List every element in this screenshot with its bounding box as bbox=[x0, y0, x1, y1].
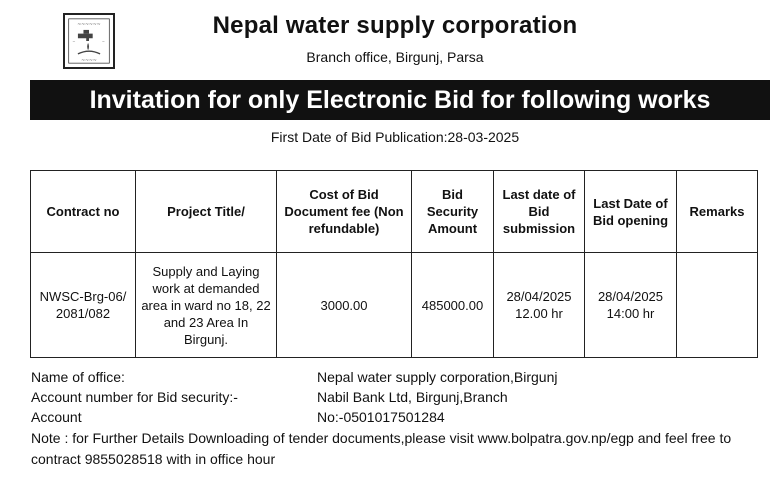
svg-text:~: ~ bbox=[72, 39, 76, 44]
account-label: Account number for Bid security:- bbox=[31, 389, 238, 405]
cell-contract-no: NWSC-Brg-06/ 2081/082 bbox=[31, 253, 136, 358]
invitation-banner: Invitation for only Electronic Bid for following works bbox=[30, 80, 770, 120]
header-project-title: Project Title/ bbox=[136, 171, 277, 253]
cell-remarks bbox=[677, 253, 758, 358]
header-security: Bid Security Amount bbox=[412, 171, 494, 253]
note-text: Note : for Further Details Downloading of tender documents,please visit www.bolpatra.gov.np/egp and feel free to contract 9855028518 with in office hour bbox=[31, 430, 732, 467]
cell-opening: 28/04/2025 14:00 hr bbox=[585, 253, 677, 358]
cell-cost: 3000.00 bbox=[277, 253, 412, 358]
header-opening: Last Date of Bid opening bbox=[585, 171, 677, 253]
office-info bbox=[31, 367, 771, 470]
account-row bbox=[31, 387, 771, 407]
office-label: Name of office: bbox=[31, 369, 125, 385]
bid-table bbox=[30, 170, 758, 358]
office-row bbox=[31, 367, 771, 387]
svg-text:~~~~~~: ~~~~~~ bbox=[77, 22, 101, 28]
header-cost: Cost of Bid Document fee (Non refundable) bbox=[277, 171, 412, 253]
account-number-row bbox=[31, 407, 771, 427]
office-value: Nepal water supply corporation,Birgunj bbox=[317, 369, 558, 385]
account-number: No:-0501017501284 bbox=[317, 409, 445, 425]
account-bank: Nabil Bank Ltd, Birgunj,Branch bbox=[317, 389, 508, 405]
branch-office: Branch office, Birgunj, Parsa bbox=[306, 49, 484, 65]
table-header-row bbox=[31, 171, 758, 253]
svg-text:~: ~ bbox=[101, 39, 106, 44]
cell-submission: 28/04/2025 12.00 hr bbox=[494, 253, 585, 358]
header-remarks: Remarks bbox=[677, 171, 758, 253]
header-contract-no: Contract no bbox=[31, 171, 136, 253]
organization-name: Nepal water supply corporation bbox=[212, 12, 578, 39]
publication-date: First Date of Bid Publication:28-03-2025 bbox=[270, 129, 520, 145]
svg-text:~~~~: ~~~~ bbox=[81, 58, 97, 64]
header-submission: Last date of Bid submission bbox=[494, 171, 585, 253]
cell-project-title bbox=[136, 253, 277, 358]
project-title-text: Supply and Laying work at demanded area in ward no 18, 22 and 23 Area In Birgunj. bbox=[141, 263, 271, 347]
account-label-2: Account bbox=[31, 409, 82, 425]
table-row bbox=[31, 253, 758, 358]
cell-security: 485000.00 bbox=[412, 253, 494, 358]
